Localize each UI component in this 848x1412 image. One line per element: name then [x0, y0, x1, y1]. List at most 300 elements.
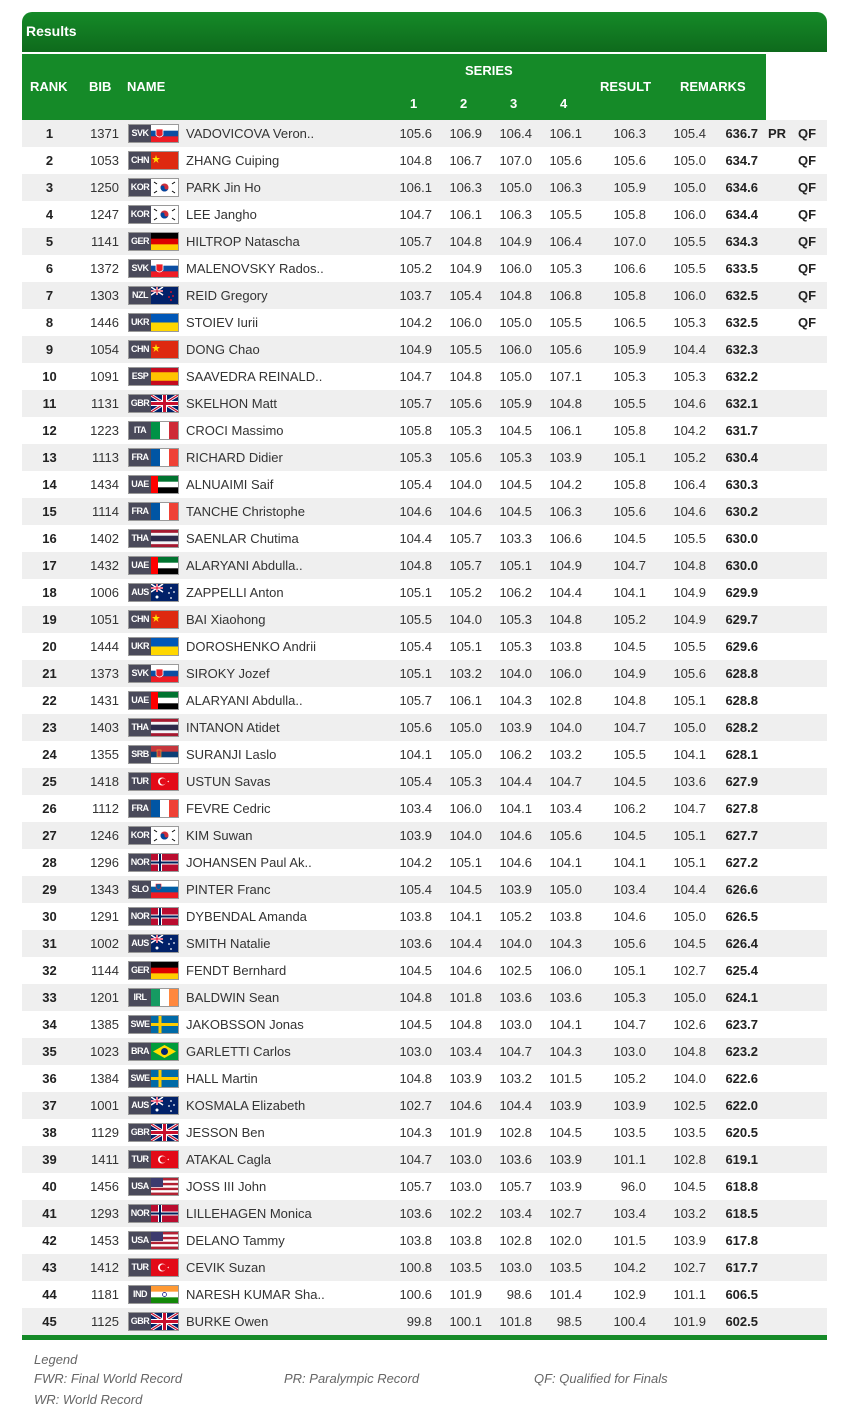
- bib-cell: 1372: [90, 261, 119, 276]
- bib-cell: 1371: [90, 126, 119, 141]
- rank-cell: 4: [45, 207, 54, 222]
- table-row: [22, 822, 827, 849]
- series-score-3: 104.0: [499, 666, 532, 681]
- col-remarks-header: REMARKS: [680, 79, 746, 94]
- series-score-3: 105.1: [499, 558, 532, 573]
- country-flag: [128, 151, 179, 170]
- series-score-4: 105.5: [549, 315, 582, 330]
- series-score-6: 104.1: [673, 747, 706, 762]
- series-score-4: 105.6: [549, 342, 582, 357]
- series-score-3: 104.4: [499, 774, 532, 789]
- flag-icon: [151, 1313, 178, 1330]
- table-row: [22, 768, 827, 795]
- series-score-5: 107.0: [613, 234, 646, 249]
- table-row: [22, 660, 827, 687]
- series-score-1: 105.7: [399, 234, 432, 249]
- series-score-5: 105.9: [613, 342, 646, 357]
- series-score-3: 104.4: [499, 1098, 532, 1113]
- series-score-6: 104.9: [673, 612, 706, 627]
- flag-icon: [151, 179, 178, 196]
- table-row: [22, 1254, 827, 1281]
- flag-icon: [151, 1151, 178, 1168]
- rank-cell: 19: [42, 612, 57, 627]
- rank-cell: 43: [42, 1260, 57, 1275]
- country-code: UKR: [129, 638, 151, 655]
- result-total: 602.5: [725, 1314, 758, 1329]
- series-score-6: 105.0: [673, 153, 706, 168]
- result-total: 632.5: [725, 315, 758, 330]
- series-score-5: 104.2: [613, 1260, 646, 1275]
- table-row: [22, 606, 827, 633]
- series-score-5: 103.5: [613, 1125, 646, 1140]
- country-code: SLO: [129, 881, 151, 898]
- country-code: USA: [129, 1232, 151, 1249]
- country-code: FRA: [129, 449, 151, 466]
- series-score-6: 105.1: [673, 828, 706, 843]
- series-score-6: 103.2: [673, 1206, 706, 1221]
- rank-cell: 10: [42, 369, 57, 384]
- result-total: 617.8: [725, 1233, 758, 1248]
- series-score-1: 105.7: [399, 1179, 432, 1194]
- country-flag: [128, 124, 179, 143]
- result-total: 630.2: [725, 504, 758, 519]
- table-row: [22, 498, 827, 525]
- series-score-2: 104.5: [449, 882, 482, 897]
- rank-cell: 22: [42, 693, 57, 708]
- country-flag: [128, 1231, 179, 1250]
- flag-icon: [151, 152, 178, 169]
- result-total: 628.2: [725, 720, 758, 735]
- table-row: [22, 849, 827, 876]
- country-flag: [128, 1015, 179, 1034]
- series-score-6: 105.5: [673, 639, 706, 654]
- athlete-name: CEVIK Suzan: [186, 1260, 266, 1275]
- series-score-6: 104.5: [673, 936, 706, 951]
- table-row: [22, 1038, 827, 1065]
- country-flag: [128, 475, 179, 494]
- result-total: 630.4: [725, 450, 758, 465]
- series-score-5: 105.3: [613, 369, 646, 384]
- series-score-3: 104.6: [499, 855, 532, 870]
- series-score-6: 105.0: [673, 720, 706, 735]
- series-score-6: 106.0: [673, 288, 706, 303]
- result-total: 628.8: [725, 693, 758, 708]
- series-score-1: 105.4: [399, 639, 432, 654]
- country-flag: [128, 394, 179, 413]
- result-total: 631.7: [725, 423, 758, 438]
- bib-cell: 1201: [90, 990, 119, 1005]
- athlete-name: KOSMALA Elizabeth: [186, 1098, 306, 1113]
- series-score-5: 103.0: [613, 1044, 646, 1059]
- series-score-3: 105.7: [499, 1179, 532, 1194]
- series-score-6: 102.7: [673, 1260, 706, 1275]
- series-score-4: 104.1: [549, 855, 582, 870]
- series-score-2: 105.3: [449, 423, 482, 438]
- series-score-6: 105.0: [673, 909, 706, 924]
- athlete-name: SKELHON Matt: [186, 396, 278, 411]
- series-score-3: 105.0: [499, 180, 532, 195]
- result-total: 630.0: [725, 531, 758, 546]
- bib-cell: 1002: [90, 936, 119, 951]
- series-score-1: 105.6: [399, 720, 432, 735]
- series-score-5: 100.4: [613, 1314, 646, 1329]
- country-code: FRA: [129, 503, 151, 520]
- legend-qf: QF: Qualified for Finals: [534, 1371, 668, 1386]
- country-flag: [128, 286, 179, 305]
- series-score-2: 105.6: [449, 396, 482, 411]
- series-score-5: 96.0: [620, 1179, 646, 1194]
- bib-cell: 1125: [91, 1314, 119, 1329]
- athlete-name: SIROKY Jozef: [186, 666, 270, 681]
- table-row: [22, 147, 827, 174]
- flag-icon: [151, 908, 178, 925]
- country-flag: [128, 637, 179, 656]
- series-score-6: 104.8: [673, 1044, 706, 1059]
- series-score-2: 103.4: [449, 1044, 482, 1059]
- rank-cell: 30: [42, 909, 57, 924]
- series-score-1: 103.6: [399, 1206, 432, 1221]
- rank-cell: 8: [45, 315, 54, 330]
- series-score-6: 105.1: [673, 855, 706, 870]
- rank-cell: 1: [45, 126, 54, 141]
- bib-cell: 1181: [91, 1287, 119, 1302]
- country-flag: [128, 961, 179, 980]
- country-code: BRA: [129, 1043, 151, 1060]
- result-total: 632.2: [725, 369, 758, 384]
- country-code: THA: [129, 719, 151, 736]
- athlete-name: PINTER Franc: [186, 882, 271, 897]
- series-score-4: 104.0: [549, 720, 582, 735]
- series-score-1: 99.8: [406, 1314, 432, 1329]
- country-code: GBR: [129, 1124, 151, 1141]
- rank-cell: 26: [42, 801, 57, 816]
- country-code: KOR: [129, 179, 151, 196]
- series-score-4: 106.4: [549, 234, 582, 249]
- table-row: [22, 1200, 827, 1227]
- country-flag: [128, 1312, 179, 1331]
- series-score-6: 104.7: [673, 801, 706, 816]
- flag-icon: [151, 773, 178, 790]
- bib-cell: 1446: [90, 315, 119, 330]
- series-score-5: 102.9: [613, 1287, 646, 1302]
- country-flag: [128, 988, 179, 1007]
- series-score-4: 104.3: [549, 1044, 582, 1059]
- rank-cell: 21: [42, 666, 57, 681]
- flag-icon: [151, 395, 178, 412]
- series-score-4: 103.6: [549, 990, 582, 1005]
- rank-cell: 33: [42, 990, 57, 1005]
- athlete-name: DELANO Tammy: [186, 1233, 285, 1248]
- flag-icon: [151, 125, 178, 142]
- country-flag: [128, 529, 179, 548]
- table-row: [22, 687, 827, 714]
- legend-pr: PR: Paralympic Record: [284, 1371, 420, 1386]
- series-score-1: 105.1: [399, 666, 432, 681]
- rank-cell: 13: [42, 450, 57, 465]
- bib-cell: 1384: [90, 1071, 119, 1086]
- country-code: SVK: [129, 260, 151, 277]
- series-score-4: 102.7: [549, 1206, 582, 1221]
- series-score-3: 103.2: [499, 1071, 532, 1086]
- athlete-name: CROCI Massimo: [186, 423, 284, 438]
- series-score-2: 104.6: [449, 504, 482, 519]
- series-score-4: 101.5: [549, 1071, 582, 1086]
- table-row: [22, 1065, 827, 1092]
- series-score-3: 98.6: [506, 1287, 532, 1302]
- series-score-4: 106.0: [549, 963, 582, 978]
- flag-icon: [151, 1205, 178, 1222]
- bib-cell: 1113: [92, 450, 119, 465]
- rank-cell: 7: [45, 288, 54, 303]
- bib-cell: 1444: [90, 639, 119, 654]
- series-score-1: 105.5: [399, 612, 432, 627]
- flag-icon: [151, 1043, 178, 1060]
- result-total: 620.5: [725, 1125, 758, 1140]
- athlete-name: USTUN Savas: [186, 774, 271, 789]
- athlete-name: ALARYANI Abdulla..: [186, 693, 303, 708]
- rank-cell: 32: [42, 963, 57, 978]
- series-score-6: 104.4: [673, 882, 706, 897]
- series-score-6: 104.0: [673, 1071, 706, 1086]
- country-code: UKR: [129, 314, 151, 331]
- series-score-1: 105.2: [399, 261, 432, 276]
- series-score-5: 104.5: [613, 639, 646, 654]
- series-score-6: 102.6: [673, 1017, 706, 1032]
- athlete-name: RICHARD Didier: [186, 450, 283, 465]
- col-name-header: NAME: [127, 79, 166, 94]
- country-flag: [128, 448, 179, 467]
- series-score-6: 101.1: [673, 1287, 706, 1302]
- series-score-3: 105.3: [499, 450, 532, 465]
- series-score-2: 103.0: [449, 1152, 482, 1167]
- country-flag: [128, 259, 179, 278]
- series-score-3: 105.0: [499, 369, 532, 384]
- series-score-6: 102.8: [673, 1152, 706, 1167]
- series-score-3: 103.9: [499, 720, 532, 735]
- series-score-5: 106.5: [613, 315, 646, 330]
- series-score-2: 105.3: [449, 774, 482, 789]
- athlete-name: ATAKAL Cagla: [186, 1152, 272, 1167]
- table-row: [22, 714, 827, 741]
- flag-icon: [151, 692, 178, 709]
- flag-icon: [151, 827, 178, 844]
- country-code: TUR: [129, 1259, 151, 1276]
- result-total: 622.0: [725, 1098, 758, 1113]
- rank-cell: 14: [42, 477, 57, 492]
- series-score-2: 104.0: [449, 828, 482, 843]
- series-score-4: 104.3: [549, 936, 582, 951]
- series-score-6: 105.0: [673, 180, 706, 195]
- result-total: 632.3: [725, 342, 758, 357]
- series-score-3: 106.0: [499, 261, 532, 276]
- table-row: [22, 120, 827, 147]
- series-score-3: 105.3: [499, 639, 532, 654]
- result-total: 630.0: [725, 558, 758, 573]
- athlete-name: BAI Xiaohong: [186, 612, 266, 627]
- series-score-2: 106.1: [449, 207, 482, 222]
- bib-cell: 1131: [91, 396, 119, 411]
- series-score-4: 106.1: [549, 423, 582, 438]
- athlete-name: LILLEHAGEN Monica: [186, 1206, 312, 1221]
- rank-cell: 23: [42, 720, 57, 735]
- col-rank-header: RANK: [30, 79, 68, 94]
- table-row: [22, 363, 827, 390]
- header-gap: [766, 54, 827, 120]
- rank-cell: 28: [42, 855, 57, 870]
- series-score-4: 101.4: [549, 1287, 582, 1302]
- result-total: 624.1: [725, 990, 758, 1005]
- remark-qf: QF: [798, 288, 817, 303]
- flag-icon: [151, 1097, 178, 1114]
- series-score-5: 105.1: [613, 963, 646, 978]
- series-score-3: 107.0: [499, 153, 532, 168]
- series-score-4: 103.9: [549, 1098, 582, 1113]
- table-row: [22, 1119, 827, 1146]
- rank-cell: 45: [42, 1314, 57, 1329]
- athlete-name: LEE Jangho: [186, 207, 257, 222]
- country-flag: [128, 1042, 179, 1061]
- result-total: 629.6: [725, 639, 758, 654]
- series-score-4: 106.1: [549, 126, 582, 141]
- rank-cell: 9: [45, 342, 54, 357]
- country-flag: [128, 583, 179, 602]
- flag-icon: [151, 1070, 178, 1087]
- series-score-1: 104.8: [399, 558, 432, 573]
- rank-cell: 34: [42, 1017, 57, 1032]
- series-score-6: 102.5: [673, 1098, 706, 1113]
- bib-cell: 1144: [91, 963, 119, 978]
- country-flag: [128, 907, 179, 926]
- country-flag: [128, 1123, 179, 1142]
- athlete-name: DOROSHENKO Andrii: [186, 639, 317, 654]
- table-row: [22, 390, 827, 417]
- series-score-1: 104.5: [399, 1017, 432, 1032]
- flag-icon: [151, 287, 178, 304]
- series-score-3: 101.8: [499, 1314, 532, 1329]
- country-code: SVK: [129, 125, 151, 142]
- series-score-4: 106.6: [549, 531, 582, 546]
- series-score-2: 104.8: [449, 369, 482, 384]
- series-score-2: 105.1: [449, 855, 482, 870]
- country-code: IRL: [129, 989, 151, 1006]
- athlete-name: FEVRE Cedric: [186, 801, 271, 816]
- series-score-3: 104.7: [499, 1044, 532, 1059]
- country-code: ESP: [129, 368, 151, 385]
- series-score-1: 105.4: [399, 774, 432, 789]
- athlete-name: GARLETTI Carlos: [186, 1044, 291, 1059]
- table-header: [22, 54, 766, 120]
- series-score-5: 106.2: [613, 801, 646, 816]
- series-score-3: 103.0: [499, 1017, 532, 1032]
- result-total: 623.2: [725, 1044, 758, 1059]
- table-row: [22, 309, 827, 336]
- bib-cell: 1434: [90, 477, 119, 492]
- bib-cell: 1054: [90, 342, 119, 357]
- country-flag: [128, 421, 179, 440]
- country-flag: [128, 1285, 179, 1304]
- rank-cell: 31: [42, 936, 57, 951]
- series-score-1: 104.2: [399, 855, 432, 870]
- athlete-name: BURKE Owen: [186, 1314, 269, 1329]
- col-series-header: SERIES: [465, 63, 513, 78]
- country-flag: [128, 853, 179, 872]
- flag-icon: [151, 719, 178, 736]
- rank-cell: 20: [42, 639, 57, 654]
- table-row: [22, 1227, 827, 1254]
- series-score-1: 104.7: [399, 207, 432, 222]
- bib-cell: 1053: [90, 153, 119, 168]
- series-score-6: 104.6: [673, 396, 706, 411]
- result-total: 636.7: [725, 126, 758, 141]
- table-row: [22, 876, 827, 903]
- series-score-6: 104.9: [673, 585, 706, 600]
- country-code: GER: [129, 962, 151, 979]
- country-code: USA: [129, 1178, 151, 1195]
- series-score-6: 102.7: [673, 963, 706, 978]
- country-code: UAE: [129, 692, 151, 709]
- rank-cell: 27: [42, 828, 57, 843]
- bib-cell: 1246: [90, 828, 119, 843]
- series-score-1: 105.8: [399, 423, 432, 438]
- flag-icon: [151, 530, 178, 547]
- country-code: KOR: [129, 206, 151, 223]
- table-row: [22, 633, 827, 660]
- series-score-5: 105.2: [613, 1071, 646, 1086]
- series-score-4: 103.5: [549, 1260, 582, 1275]
- series-score-1: 105.4: [399, 477, 432, 492]
- table-row: [22, 741, 827, 768]
- athlete-name: SAAVEDRA REINALD..: [186, 369, 323, 384]
- flag-icon: [151, 1124, 178, 1141]
- legend-title: Legend: [34, 1352, 78, 1367]
- flag-icon: [151, 746, 178, 763]
- series-score-2: 101.9: [449, 1287, 482, 1302]
- bib-cell: 1296: [90, 855, 119, 870]
- series-score-2: 103.8: [449, 1233, 482, 1248]
- series-score-4: 106.3: [549, 180, 582, 195]
- athlete-name: INTANON Atidet: [186, 720, 280, 735]
- result-total: 629.7: [725, 612, 758, 627]
- series-score-5: 105.3: [613, 990, 646, 1005]
- athlete-name: HILTROP Natascha: [186, 234, 300, 249]
- bib-cell: 1051: [90, 612, 119, 627]
- bib-cell: 1403: [90, 720, 119, 735]
- series-score-3: 102.8: [499, 1125, 532, 1140]
- series-score-4: 104.8: [549, 612, 582, 627]
- series-score-6: 105.0: [673, 990, 706, 1005]
- athlete-name: JOSS III John: [186, 1179, 267, 1194]
- series-score-3: 106.2: [499, 585, 532, 600]
- series-score-4: 103.4: [549, 801, 582, 816]
- country-flag: [128, 1069, 179, 1088]
- remark-qf: QF: [798, 153, 817, 168]
- series-score-6: 105.3: [673, 369, 706, 384]
- remark-pr: PR: [768, 126, 787, 141]
- table-row: [22, 1146, 827, 1173]
- rank-cell: 15: [42, 504, 57, 519]
- athlete-name: SMITH Natalie: [186, 936, 271, 951]
- country-flag: [128, 205, 179, 224]
- series-score-1: 105.7: [399, 396, 432, 411]
- series-score-3: 105.3: [499, 612, 532, 627]
- country-code: FRA: [129, 800, 151, 817]
- series-score-6: 105.2: [673, 450, 706, 465]
- series-score-4: 102.8: [549, 693, 582, 708]
- series-score-4: 103.9: [549, 450, 582, 465]
- series-score-2: 101.8: [449, 990, 482, 1005]
- table-row: [22, 1281, 827, 1308]
- series-score-2: 105.2: [449, 585, 482, 600]
